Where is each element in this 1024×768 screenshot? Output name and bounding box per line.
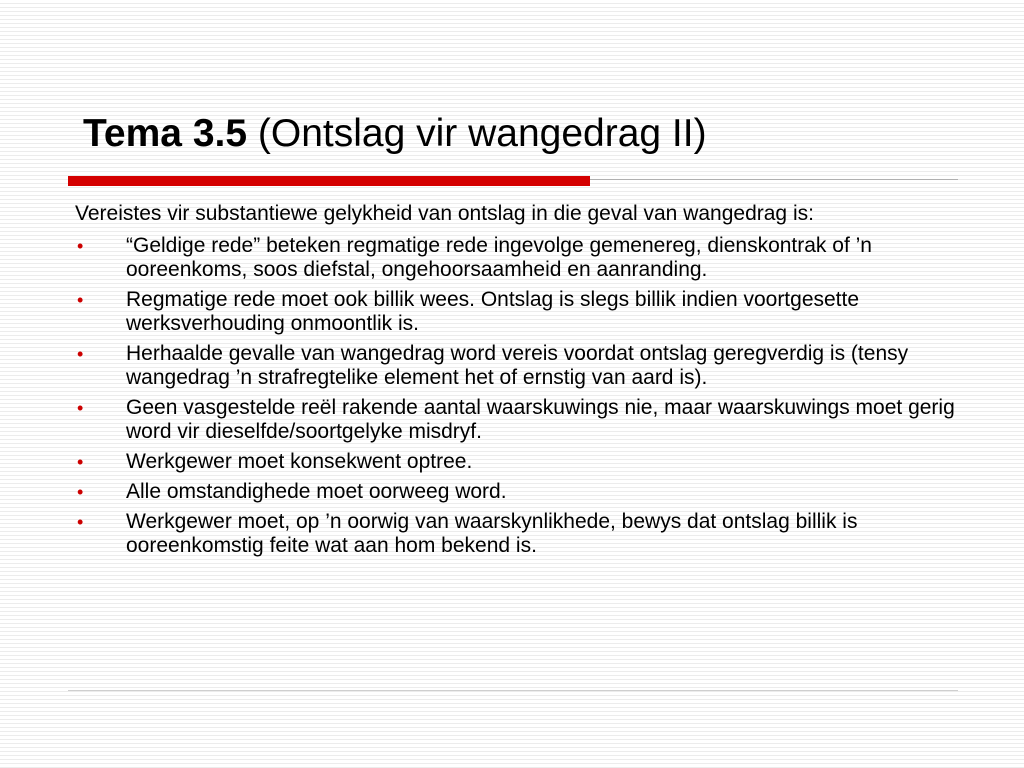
bullet-icon: • xyxy=(77,344,84,364)
title-number: Tema 3.5 xyxy=(83,112,248,155)
divider-line xyxy=(590,179,958,180)
bullet-icon: • xyxy=(77,290,84,310)
bullet-text: Alle omstandighede moet oorweeg word. xyxy=(126,480,507,503)
bullet-text: Herhaalde gevalle van wangedrag word vereis voordat ontslag geregverdig is (tensy wangedrag ’n strafregtelike element het of ernstig van aard is). xyxy=(126,342,909,389)
bullet-item xyxy=(75,480,955,504)
bullet-item xyxy=(75,342,955,390)
bullet-text: Werkgewer moet konsekwent optree. xyxy=(126,450,473,473)
slide-title xyxy=(83,112,707,157)
title-text: (Ontslag vir wangedrag II) xyxy=(247,112,707,155)
bullet-item xyxy=(75,234,955,282)
slide-body xyxy=(75,202,955,564)
bullet-icon: • xyxy=(77,398,84,418)
bullet-icon: • xyxy=(77,482,84,502)
bullet-icon: • xyxy=(77,236,84,256)
bullet-text: Geen vasgestelde reël rakende aantal waarskuwings nie, maar waarskuwings moet gerig word vir dieselfde/soortgelyke misdryf. xyxy=(126,396,955,443)
title-divider xyxy=(68,176,958,186)
bullet-item xyxy=(75,450,955,474)
bullet-item xyxy=(75,288,955,336)
bullet-list xyxy=(75,234,955,558)
bullet-text: Werkgewer moet, op ’n oorwig van waarskynlikhede, bewys dat ontslag billik is ooreenkomstig feite wat aan hom bekend is. xyxy=(126,510,858,557)
bullet-text: Regmatige rede moet ook billik wees. Ontslag is slegs billik indien voortgesette werksverhouding onmoontlik is. xyxy=(126,288,860,335)
bullet-icon: • xyxy=(77,452,84,472)
intro-text: Vereistes vir substantiewe gelykheid van ontslag in die geval van wangedrag is: xyxy=(75,202,814,225)
footer-line xyxy=(68,690,958,691)
bullet-icon: • xyxy=(77,512,84,532)
red-accent-bar xyxy=(68,176,590,186)
bullet-item xyxy=(75,510,955,558)
bullet-item xyxy=(75,396,955,444)
bullet-text: “Geldige rede” beteken regmatige rede ingevolge gemenereg, dienskontrak of ’n ooreenkoms, soos diefstal, ongehoorsaamheid en aanranding. xyxy=(126,234,872,281)
